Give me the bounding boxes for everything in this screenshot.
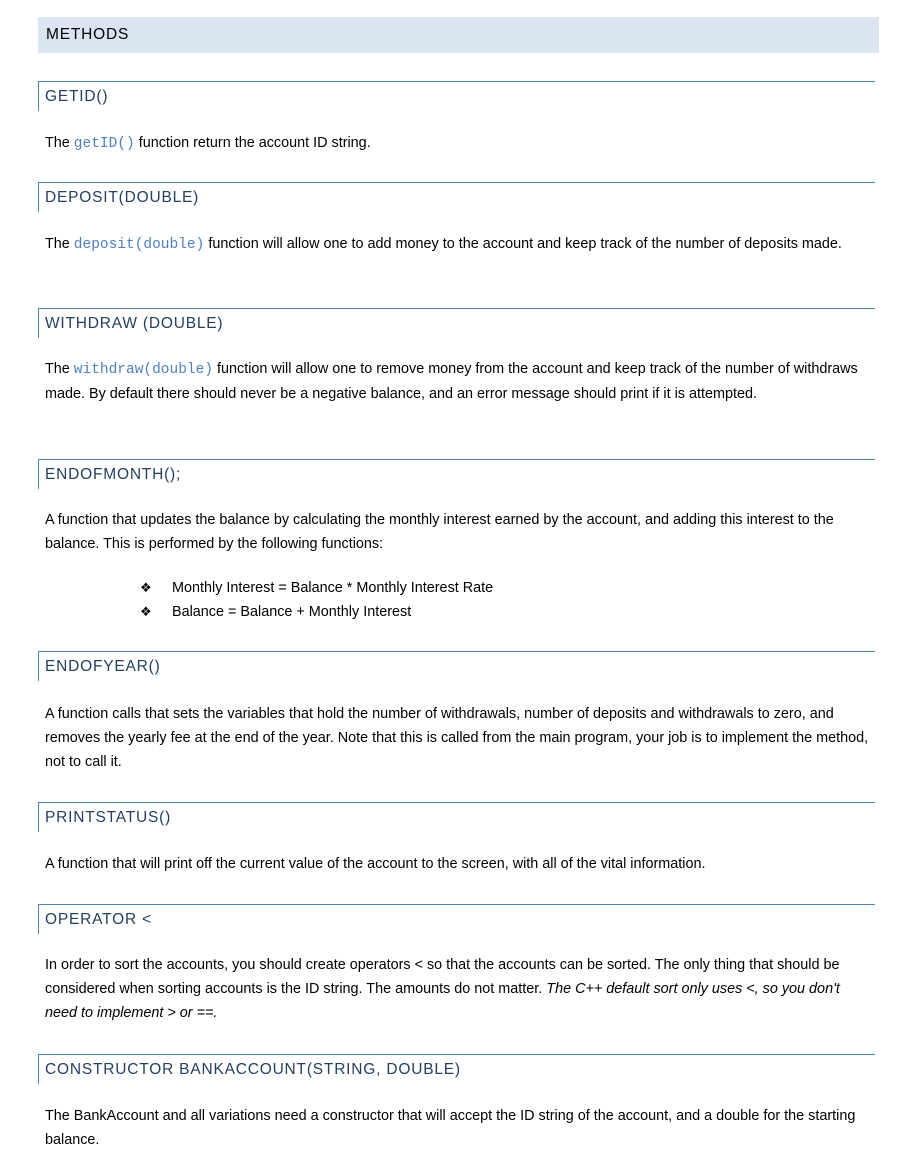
withdraw-description: The withdraw(double) function will allow one to remove money from the account and keep track of the number of withdraws made. By default there should never be a negative balance, and an error message should print if it is attempted. (45, 361, 858, 402)
methods-heading: METHODS (38, 17, 879, 53)
withdraw-code: withdraw(double) (73, 362, 214, 378)
endofmonth-description: A function that updates the balance by calculating the monthly interest earned by the account, and adding this interest to the balance. This is performed by the following functions: (45, 512, 834, 552)
operator-italic-note: The C++ default sort only uses <, so you don't need to implement > or ==. (45, 981, 840, 1021)
deposit-code: deposit(double) (73, 237, 205, 253)
constructor-description: The BankAccount and all variations need a constructor that will accept the ID string of the account, and a double for the starting balance. (45, 1108, 856, 1148)
four-diamond-bullet-icon: ❖ (140, 604, 152, 619)
four-diamond-bullet-icon: ❖ (140, 580, 152, 595)
endofmonth-bullet-list (140, 576, 840, 624)
endofyear-description: A function calls that sets the variables that hold the number of withdrawals, number of deposits and withdrawals to zero, and removes the yearly fee at the end of the year. Note that this is called from the main program, your job is to implement the method, not to call it. (45, 706, 869, 770)
getid-code: getID() (73, 136, 135, 152)
endofmonth-heading: ENDOFMONTH(); (38, 459, 875, 489)
list-item: ❖ Balance = Balance + Monthly Interest (140, 600, 840, 624)
operator-description: In order to sort the accounts, you should create operators < so that the accounts can be sorted. The only thing that should be considered when sorting accounts is the ID string. The amounts do not matter. The C++ default sort only uses <, so you don't need to implement > or ==. (45, 957, 840, 1021)
printstatus-description: A function that will print off the current value of the account to the screen, with all of the vital information. (45, 856, 706, 872)
getid-description: The getID() function return the account ID string. (45, 135, 371, 152)
list-item: ❖ Monthly Interest = Balance * Monthly Interest Rate (140, 576, 840, 600)
withdraw-heading: WITHDRAW (DOUBLE) (38, 308, 875, 338)
getid-heading: GETID() (38, 81, 875, 111)
operator-heading: OPERATOR < (38, 904, 875, 934)
constructor-heading: CONSTRUCTOR BANKACCOUNT(STRING, DOUBLE) (38, 1054, 875, 1084)
printstatus-heading: PRINTSTATUS() (38, 802, 875, 832)
deposit-description: The deposit(double) function will allow one to add money to the account and keep track of the number of deposits made. (45, 236, 842, 253)
endofyear-heading: ENDOFYEAR() (38, 651, 875, 681)
deposit-heading: DEPOSIT(DOUBLE) (38, 182, 875, 212)
